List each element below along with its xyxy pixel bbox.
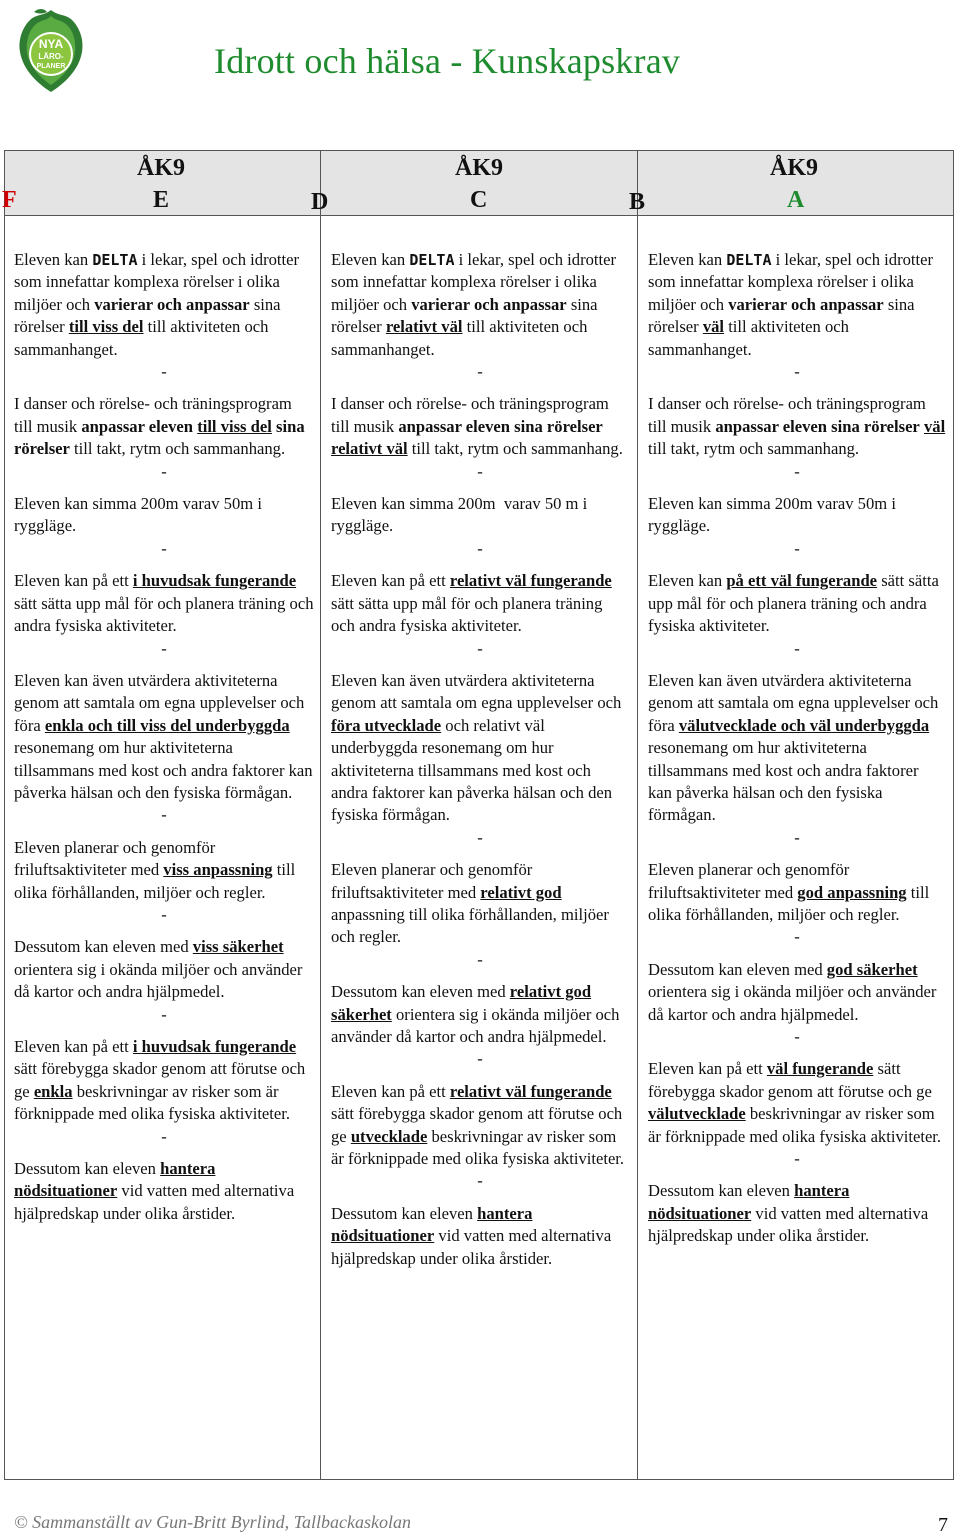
separator-dash: - (794, 362, 800, 382)
criterion-1: Eleven kan DELTA i lekar, spel och idrotter som innefattar komplexa rörelser i olika miljöer och varierar och anpassar sina rörelser väl till aktiviteten och sammanhanget. (648, 250, 934, 359)
grade-e: E (153, 187, 170, 213)
separator-dash: - (161, 638, 167, 658)
criterion-4: Eleven kan på ett relativt väl fungerande sätt sätta upp mål för och planera träning och andra fysiska aktiviteter. (331, 571, 612, 636)
grade-a: A (787, 187, 805, 213)
criterion-9: Dessutom kan eleven hantera nödsituationer vid vatten med alternativa hjälpredskap under olika årstider. (648, 1181, 929, 1246)
logo-text-1: NYA (38, 37, 64, 51)
separator-dash: - (477, 1171, 483, 1191)
separator-dash: - (794, 638, 800, 658)
criterion-3: Eleven kan simma 200m varav 50m i ryggläge. (14, 494, 262, 536)
separator-dash: - (161, 904, 167, 924)
grade-f: F (2, 187, 17, 213)
page-number: 7 (938, 1514, 948, 1536)
criterion-9: Dessutom kan eleven hantera nödsituationer vid vatten med alternativa hjälpredskap under olika årstider. (14, 1159, 295, 1223)
criteria-column-a (648, 249, 946, 1248)
separator-dash: - (794, 1149, 800, 1169)
criterion-9: Dessutom kan eleven hantera nödsituationer vid vatten med alternativa hjälpredskap under olika årstider. (331, 1203, 612, 1268)
criterion-3: Eleven kan simma 200m varav 50 m i ryggläge. (331, 494, 588, 536)
criterion-7: Dessutom kan eleven med god säkerhet orientera sig i okända miljöer och använder då kartor och andra hjälpmedel. (648, 959, 937, 1024)
criterion-1: Eleven kan DELTA i lekar, spel och idrotter som innefattar komplexa rörelser i olika miljöer och varierar och anpassar sina rörelser relativt väl till aktiviteten och sammanhanget. (331, 250, 617, 359)
criterion-8: Eleven kan på ett väl fungerande sätt förebygga skador genom att förutse och ge välutvecklade beskrivningar av risker som är förknippade med olika fysiska aktiviteter. (648, 1059, 942, 1146)
criterion-6: Eleven planerar och genomför friluftsaktiviteter med viss anpassning till olika förhållanden, miljöer och regler. (14, 837, 296, 902)
criterion-6: Eleven planerar och genomför friluftsaktiviteter med god anpassning till olika förhållanden, miljöer och regler. (648, 860, 930, 924)
separator-dash: - (161, 805, 167, 825)
criterion-1: Eleven kan DELTA i lekar, spel och idrotter som innefattar komplexa rörelser i olika miljöer och varierar och anpassar sina rörelser till viss del till aktiviteten och sammanhanget. (14, 250, 300, 359)
criterion-5: Eleven kan även utvärdera aktiviteterna genom att samtala om egna upplevelser och föra enkla och till viss del underbyggda resonemang om hur aktiviteterna tillsammans med kost och andra faktorer kan påverka hälsan och den fysiska förmågan. (14, 670, 313, 802)
column-divider (320, 151, 321, 1479)
separator-dash: - (477, 949, 483, 969)
separator-dash: - (794, 538, 800, 558)
criteria-column-e (14, 249, 314, 1225)
criterion-2: I danser och rörelse- och träningsprogram till musik anpassar eleven sina rörelser relativt väl till takt, rytm och sammanhang. (331, 394, 623, 459)
criterion-5: Eleven kan även utvärdera aktiviteterna genom att samtala om egna upplevelser och föra välutvecklade och väl underbyggda resonemang om hur aktiviteterna tillsammans med kost och andra faktorer kan påverka hälsan och den fysiska förmågan. (648, 670, 939, 825)
logo-text-2: LÄRO- (38, 52, 64, 61)
criterion-8: Eleven kan på ett relativt väl fungerande sätt förebygga skador genom att förutse och ge utvecklade beskrivningar av risker som är förknippade med olika fysiska aktiviteter. (331, 1081, 625, 1169)
criterion-7: Dessutom kan eleven med relativt god säkerhet orientera sig i okända miljöer och använder då kartor och andra hjälpmedel. (331, 982, 620, 1046)
header-grade-year: ÅK9 (455, 155, 503, 181)
criteria-column-c (331, 249, 629, 1270)
grade-c: C (470, 187, 488, 213)
separator-dash: - (477, 362, 483, 382)
separator-dash: - (794, 461, 800, 481)
separator-dash: - (477, 1049, 483, 1069)
separator-dash: - (161, 362, 167, 382)
criteria-table (4, 150, 954, 1480)
separator-dash: - (161, 538, 167, 558)
grade-b: B (629, 189, 646, 215)
criterion-8: Eleven kan på ett i huvudsak fungerande sätt förebygga skador genom att förutse och ge enkla beskrivningar av risker som är förknippade med olika fysiska aktiviteter. (14, 1037, 306, 1124)
separator-dash: - (794, 827, 800, 847)
criterion-7: Dessutom kan eleven med viss säkerhet orientera sig i okända miljöer och använder då kartor och andra hjälpmedel. (14, 937, 303, 1002)
separator-dash: - (794, 1027, 800, 1046)
nya-laroplaner-logo (14, 6, 88, 96)
criterion-6: Eleven planerar och genomför friluftsaktiviteter med relativt god anpassning till olika förhållanden, miljöer och regler. (331, 860, 609, 947)
separator-dash: - (794, 927, 800, 947)
separator-dash: - (161, 1004, 167, 1024)
separator-dash: - (477, 638, 483, 658)
page-title: Idrott och hälsa - Kunskapskrav (214, 41, 681, 81)
separator-dash: - (477, 827, 483, 847)
criterion-3: Eleven kan simma 200m varav 50m i ryggläge. (648, 494, 896, 536)
header-grade-year: ÅK9 (137, 155, 185, 181)
criterion-2: I danser och rörelse- och träningsprogram till musik anpassar eleven till viss del sina rörelser till takt, rytm och sammanhang. (14, 394, 305, 459)
logo-text-3: PLANER (36, 63, 66, 70)
separator-dash: - (161, 1126, 167, 1146)
criterion-2: I danser och rörelse- och träningsprogram till musik anpassar eleven sina rörelser väl till takt, rytm och sammanhang. (648, 394, 946, 459)
separator-dash: - (161, 461, 167, 481)
footer-credit: © Sammanställt av Gun-Britt Byrlind, Tallbackaskolan (14, 1512, 411, 1532)
grade-d: D (311, 189, 329, 215)
separator-dash: - (477, 461, 483, 481)
criterion-4: Eleven kan på ett i huvudsak fungerande sätt sätta upp mål för och planera träning och andra fysiska aktiviteter. (14, 571, 314, 636)
header-grade-year: ÅK9 (770, 155, 818, 181)
column-divider (637, 151, 638, 1479)
criterion-4: Eleven kan på ett väl fungerande sätt sätta upp mål för och planera träning och andra fysiska aktiviteter. (648, 571, 939, 636)
criterion-5: Eleven kan även utvärdera aktiviteterna genom att samtala om egna upplevelser och föra utvecklade och relativt väl underbyggda resonemang om hur aktiviteterna tillsammans med kost och andra faktorer kan påverka hälsan och den fysiska förmågan. (331, 670, 622, 825)
separator-dash: - (477, 538, 483, 558)
